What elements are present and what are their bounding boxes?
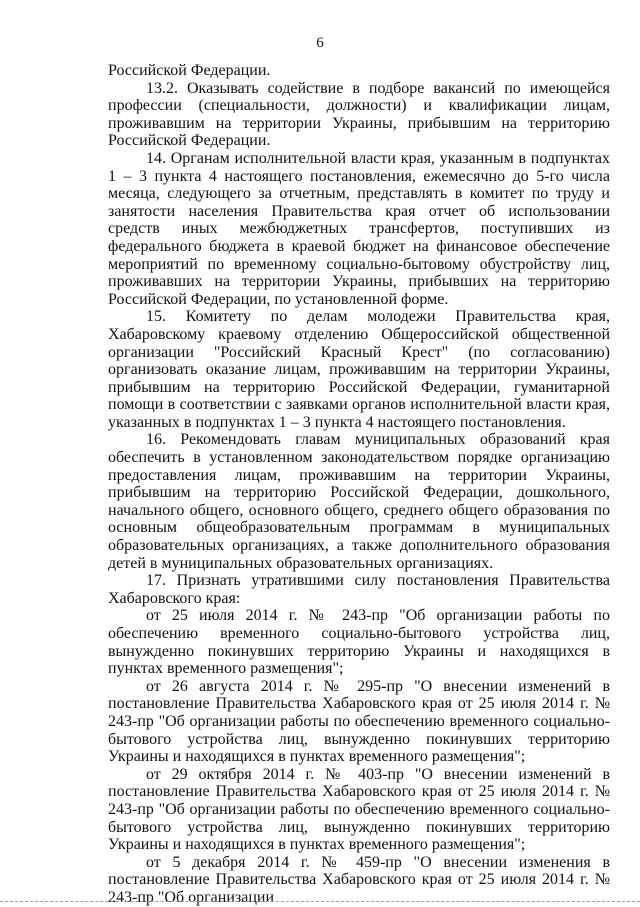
repealed-resolution-403: от 29 октября 2014 г. № 403-пр "О внесении изменений в постановление Правительства Хабаровского края от 25 июля 2014 г. № 243-пр "Об организации работы по обеспечению временного социально-бытового устройства лиц, вынужденно покинувших территорию Украины и находящихся в пунктах временного размещения";	[108, 765, 610, 854]
paragraph-15: 15. Комитету по делам молодежи Правительства края, Хабаровскому краевому отделению Общероссийской общественной организации "Российский Красный Крест" (по согласованию) организовать оказание лицам, проживавшим на территории Украины, прибывшим на территорию Российской Федерации, гуманитарной помощи в соответствии с заявками органов исполнительной власти края, указанных в подпунктах 1 – 3 пункта 4 настоящего постановления.	[108, 308, 610, 431]
repealed-resolution-243: от 25 июля 2014 г. № 243-пр "Об организации работы по обеспечению временного социально-бытового устройства лиц, вынужденно покинувших территорию Украины и находящихся в пунктах временного размещения";	[108, 607, 610, 678]
repealed-resolution-459: от 5 декабря 2014 г. № 459-пр "О внесении изменения в постановление Правительства Хабаровского края от 25 июля 2014 г. № 243-пр "Об организации	[108, 853, 610, 906]
repealed-resolution-295: от 26 августа 2014 г. № 295-пр "О внесении изменений в постановление Правительства Хабаровского края от 25 июля 2014 г. № 243-пр "Об организации работы по обеспечению временного социально-бытового устройства лиц, вынужденно покинувших территорию Украины и находящихся в пунктах временного размещения";	[108, 677, 610, 766]
page-bottom-border	[0, 901, 640, 902]
paragraph-16: 16. Рекомендовать главам муниципальных образований края обеспечить в установленном законодательством порядке организацию предоставления лицам, проживавшим на территории Украины, прибывшим на территорию Российской Федерации, дошкольного, начального общего, основного общего, среднего общего образования по основным общеобразовательным программам в муниципальных образовательных организациях, а также дополнительного образования детей в муниципальных образовательных организациях.	[108, 431, 610, 572]
page-number: 6	[316, 35, 324, 51]
document-body	[108, 62, 610, 907]
paragraph-17: 17. Признать утратившими силу постановления Правительства Хабаровского края:	[108, 572, 610, 607]
paragraph-14: 14. Органам исполнительной власти края, указанным в подпунктах 1 – 3 пункта 4 настоящего постановления, ежемесячно до 5-го числа месяца, следующего за отчетным, представлять в комитет по труду и занятости населения Правительства края отчет об использовании средств иных межбюджетных трансфертов, поступивших из федерального бюджета в краевой бюджет на финансовое обеспечение мероприятий по временному социально-бытовому обустройству лиц, проживавших на территории Украины, прибывших на территорию Российской Федерации, по установленной форме.	[108, 149, 610, 308]
paragraph-13-2: 13.2. Оказывать содействие в подборе вакансий по имеющейся профессии (специальности, должности) и квалификации лицам, проживавшим на территории Украины, прибывшим на территорию Российской Федерации.	[108, 79, 610, 150]
paragraph-continuation: Российской Федерации.	[108, 62, 271, 79]
